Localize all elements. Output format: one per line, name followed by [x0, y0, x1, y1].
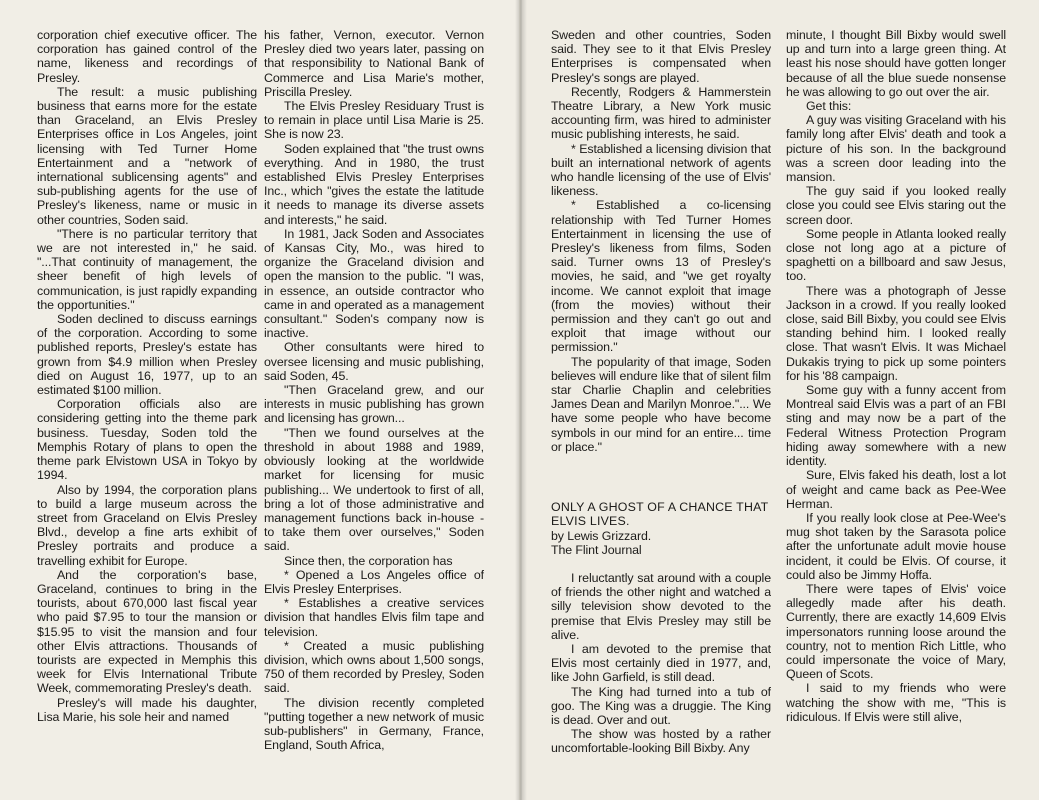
paragraph: "Then we found ourselves at the threshold in about 1988 and 1989, obviously looking at the worldwide market for licensing for music publishing... We undertook to first of all, bring a lot of those administrative and management functions back in-house - to take them over ourselves," Soden said.	[264, 425, 484, 554]
left-page	[0, 0, 519, 800]
paragraph: "Then Graceland grew, and our interests in music publishing has grown and licensing has grown...	[264, 383, 484, 426]
paragraph: Corporation officials also are considering getting into the theme park business. Tuesday, Soden told the Memphis Rotary of plans to open the theme park Elvistown USA in Tokyo by 1994.	[37, 397, 257, 483]
column-1	[37, 28, 257, 800]
article-headline: ONLY A GHOST OF A CHANCE THAT ELVIS LIVES.	[551, 500, 769, 529]
paragraph: Since then, the corporation has	[284, 553, 453, 568]
paragraph: I reluctantly sat around with a couple of friends the other night and watched a silly television show devoted to the premise that Elvis Presley may still be alive.	[551, 570, 771, 642]
column-3	[551, 28, 771, 800]
right-page	[521, 0, 1039, 800]
paragraph: The popularity of that image, Soden believes will endure like that of silent film star Charlie Chaplin and celebrities James Dean and Marilyn Monroe."... We have some people who have become symbols in our mind for an entire... time or place."	[551, 354, 771, 454]
paragraph: "There is no particular territory that we are not interested in," he said. "...That continuity of management, the sheer benefit of high levels of communication, is just rapidly expanding the opportunities."	[37, 226, 257, 312]
paragraph: There were tapes of Elvis' voice allegedly made after his death. Currently, there are exactly 14,609 Elvis impersonators running loose around the country, not to mention Rich Little, who could impersonate the voice of Mary, Queen of Scots.	[786, 581, 1006, 682]
paragraph: Get this:	[806, 99, 852, 114]
bullet-item: * Establishes a creative services division that handles Elvis film tape and television.	[264, 596, 484, 639]
paragraph: Also by 1994, the corporation plans to build a large museum across the street from Graceland on Elvis Presley Blvd., develop a fine arts exhibit of Presley portraits and produce a travelling exhibit for Europe.	[37, 482, 257, 568]
paragraph: minute, I thought Bill Bixby would swell up and turn into a large green thing. At least his nose should have gotten longer because of all the blue suede nonsense he was allowing to go out over the air.	[786, 28, 1006, 99]
paragraph: corporation chief executive officer. The corporation has gained control of the name, likeness and recordings of Presley.	[37, 28, 257, 85]
bullet-item: * Opened a Los Angeles office of Elvis Presley Enterprises.	[264, 567, 484, 596]
paragraph: I am devoted to the premise that Elvis most certainly died in 1977, and, like John Garfield, is still dead.	[551, 641, 771, 685]
paragraph: Other consultants were hired to oversee licensing and music publishing, said Soden, 45.	[264, 340, 484, 383]
paragraph: his father, Vernon, executor. Vernon Presley died two years later, passing on that responsibility to National Bank of Commerce and Lisa Marie's mother, Priscilla Presley.	[264, 28, 484, 99]
paragraph: The division recently completed "putting together a new network of music sub-publishers" in Germany, France, England, South Africa,	[264, 695, 484, 753]
paragraph: Sure, Elvis faked his death, lost a lot of weight and came back as Pee-Wee Herman.	[786, 468, 1006, 511]
paragraph: If you really look close at Pee-Wee's mug shot taken by the Sarasota police after the unfortunate adult movie house incident, it could be Elvis. Of course, it could also be Jimmy Hoffa.	[786, 510, 1006, 582]
column-2	[264, 28, 484, 800]
paragraph: The guy said if you looked really close you could see Elvis staring out the screen door.	[786, 184, 1006, 227]
bullet-item: * Established a licensing division that built an international network of agents who handle licensing of the use of Elvis' likeness.	[551, 141, 771, 199]
paragraph: There was a photograph of Jesse Jackson in a crowd. If you really looked close, said Bill Bixby, you could see Elvis standing behind him. I looked really close. That wasn't Elvis. It was Michael Dukakis trying to pick up some pointers for his '88 campaign.	[786, 283, 1006, 383]
paragraph: Recently, Rodgers & Hammerstein Theatre Library, a New York music accounting firm, was hired to administer music publishing interests, he said.	[551, 84, 771, 142]
paragraph: Some people in Atlanta looked really close not long ago at a picture of spaghetti on a billboard and saw Jesus, too.	[786, 226, 1006, 284]
paragraph: Soden explained that "the trust owns everything. And in 1980, the trust established Elvis Presley Enterprises Inc., which "gives the estate the latitude it needs to manage its diverse assets and interests," he said.	[264, 141, 484, 227]
page-gutter-fold	[515, 0, 527, 800]
paragraph: The King had turned into a tub of goo. The King was a druggie. The King is dead. Over and out.	[551, 684, 771, 727]
article-source: The Flint Journal	[551, 542, 642, 557]
bullet-item: * Established a co-licensing relationship with Ted Turner Homes Entertainment in licensing the use of Presley's likeness from films, Soden said. Turner owns 13 of Presley's movies, he said, and "we get royalty income. We cannot exploit that image (from the movies) without their permission and they can't go out and exploit that image without our permission."	[551, 198, 771, 355]
paragraph: I said to my friends who were watching the show with me, "This is ridiculous. If Elvis were still alive,	[786, 681, 1006, 724]
paragraph: Sweden and other countries, Soden said. They see to it that Elvis Presley Enterprises is compensated when Presley's songs are played.	[551, 28, 771, 85]
paragraph: And the corporation's base, Graceland, continues to bring in the tourists, about 670,000 last fiscal year who paid $7.95 to tour the mansion or $15.95 to visit the mansion and four other Elvis attractions. Thousands of tourists are expected in Memphis this week for Elvis International Tribute Week, commemorating Presley's death.	[37, 567, 257, 696]
paragraph: Some guy with a funny accent from Montreal said Elvis was a part of an FBI sting and may now be a part of the Federal Witness Protection Program hiding away somewhere with a new identity.	[786, 383, 1006, 469]
column-4	[786, 28, 1006, 800]
paragraph: Soden declined to discuss earnings of the corporation. According to some published reports, Presley's estate has grown from $4.9 million when Presley died on August 16, 1977, up to an estimated $100 million.	[37, 312, 257, 398]
paragraph: In 1981, Jack Soden and Associates of Kansas City, Mo., was hired to organize the Graceland division and open the mansion to the public. "I was, in essence, an outside contractor who came in and operated as a management consultant." Soden's company now is inactive.	[264, 226, 484, 341]
paragraph: The show was hosted by a rather uncomfortable-looking Bill Bixby. Any	[551, 727, 771, 756]
paragraph: The result: a music publishing business that earns more for the estate than Graceland, an Elvis Presley Enterprises office in Los Angeles, joint licensing with Ted Turner Home Entertainment and a "network of international sublicensing agents" and sub-publishing agents for the use of Presley's likeness, name or music in other countries, Soden said.	[37, 84, 257, 227]
paragraph: A guy was visiting Graceland with his family long after Elvis' death and took a picture of his son. In the background was a screen door leading into the mansion.	[786, 113, 1006, 185]
paragraph: The Elvis Presley Residuary Trust is to remain in place until Lisa Marie is 25. She is now 23.	[264, 99, 484, 142]
article-byline: by Lewis Grizzard.	[551, 528, 652, 543]
paragraph: Presley's will made his daughter, Lisa Marie, his sole heir and named	[37, 695, 257, 724]
bullet-item: * Created a music publishing division, which owns about 1,500 songs, 750 of them recorded by Presley, Soden said.	[264, 638, 484, 696]
